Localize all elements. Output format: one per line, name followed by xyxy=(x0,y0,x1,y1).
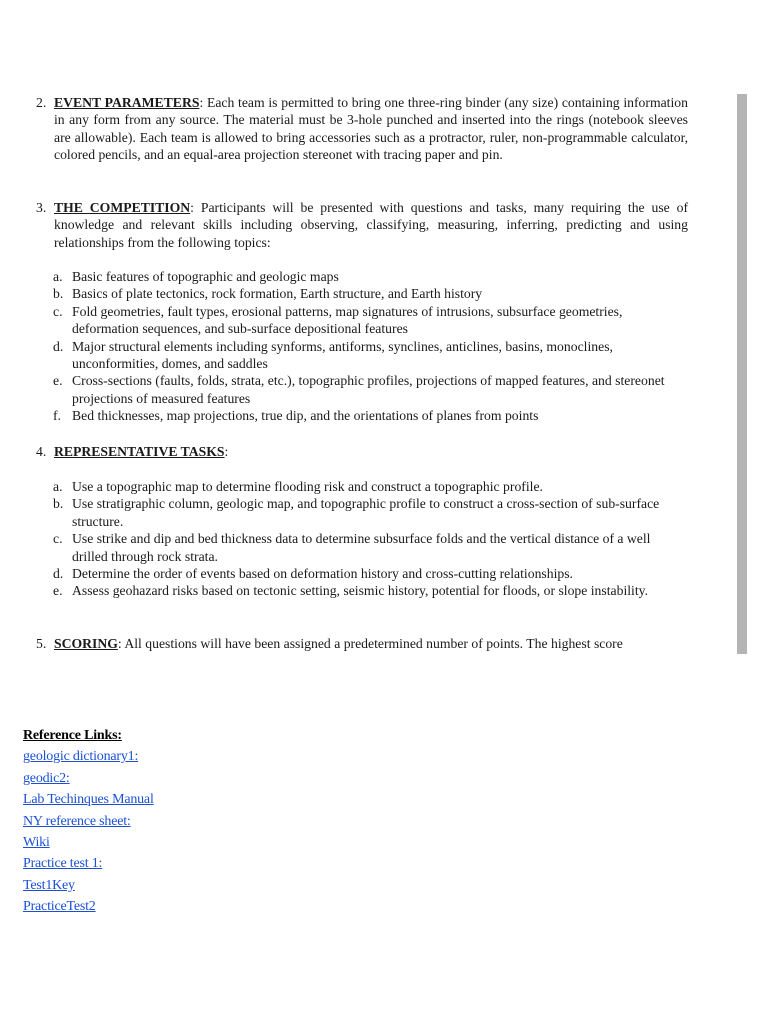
link-geodic2[interactable]: geodic2: xyxy=(23,770,70,786)
reference-links-title: Reference Links: xyxy=(23,728,122,743)
list-item xyxy=(53,372,673,407)
list-item xyxy=(53,582,673,599)
section-heading: EVENT PARAMETERS xyxy=(54,95,200,110)
section-text: : Participants will be presented with questions and tasks, many requiring the use of knowledge and relevant skills including observing, classifying, measuring, inferring, predicting and using relationships from the following topics: xyxy=(54,200,689,250)
section-number: 3. xyxy=(36,200,47,215)
link-practice-test-1[interactable]: Practice test 1: xyxy=(23,856,103,872)
section-text: : All questions will have been assigned a predetermined number of points. The highest score xyxy=(117,636,623,651)
link-practice-test2[interactable]: PracticeTest2 xyxy=(23,899,96,915)
list-marker: b. xyxy=(53,286,64,302)
list-marker: a. xyxy=(53,269,63,284)
list-item-text: Fold geometries, fault types, erosional patterns, map signatures of intrusions, subsurface geometries, deformation sequences, and sub-surface depositional features xyxy=(72,303,623,337)
list-item-text: Basic features of topographic and geologic maps xyxy=(72,269,339,284)
list-item-text: Use strike and dip and bed thickness data to determine subsurface folds and the vertical distance of a well drilled through rock strata. xyxy=(72,531,651,564)
section-competition xyxy=(36,199,688,251)
list-item-text: Cross-sections (faults, folds, strata, etc.), topographic profiles, projections of mapped features, and stereonet projections of measured features xyxy=(72,373,665,406)
reference-links xyxy=(23,725,154,918)
list-item xyxy=(53,285,673,302)
list-item xyxy=(53,303,673,338)
list-item-text: Assess geohazard risks based on tectonic setting, seismic history, potential for floods, or slope instability. xyxy=(72,583,649,599)
section-heading: SCORING xyxy=(54,636,118,651)
section-text: : xyxy=(224,444,229,459)
list-marker: c. xyxy=(53,531,63,547)
list-item xyxy=(53,530,673,565)
list-item-text: Use a topographic map to determine flooding risk and construct a topographic profile. xyxy=(72,479,543,494)
list-item-text: Basics of plate tectonics, rock formation, Earth structure, and Earth history xyxy=(72,286,483,302)
list-item xyxy=(53,495,673,530)
link-test1-key[interactable]: Test1Key xyxy=(23,877,75,893)
section-heading: REPRESENTATIVE TASKS xyxy=(54,444,225,459)
list-marker: d. xyxy=(53,566,64,582)
tasks-list xyxy=(53,478,673,600)
list-item xyxy=(53,338,673,373)
list-marker: a. xyxy=(53,479,63,494)
list-marker: d. xyxy=(53,338,64,354)
section-text: : Each team is permitted to bring one three-ring binder (any size) containing information in any form from any source. The material must be 3-hole punched and inserted into the rings (notebook sleeves are allowable). Each team is allowed to bring accessories such as a protractor, ruler, non-programmable calculator, colored pencils, and an equal-area projection stereonet with tracing paper and pin. xyxy=(54,95,688,163)
list-marker: f. xyxy=(53,408,61,424)
section-representative-tasks xyxy=(36,443,688,460)
list-item-text: Bed thicknesses, map projections, true dip, and the orientations of planes from points xyxy=(72,408,539,424)
section-number: 4. xyxy=(36,444,47,459)
list-marker: e. xyxy=(53,373,63,389)
section-number: 5. xyxy=(36,636,47,651)
section-heading: COMPETITION xyxy=(89,200,191,215)
section-event-parameters xyxy=(36,94,688,164)
list-item xyxy=(53,407,673,424)
list-item-text: Determine the order of events based on deformation history and cross-cutting relationships. xyxy=(72,566,573,582)
list-item-text: Major structural elements including synforms, antiforms, synclines, anticlines, basins, monoclines, unconformities, domes, and saddles xyxy=(72,338,613,372)
image-scroll-edge xyxy=(737,94,747,654)
list-marker: c. xyxy=(53,303,63,319)
list-item xyxy=(53,268,673,285)
link-ny-reference-sheet[interactable]: NY reference sheet: xyxy=(23,813,131,829)
topics-list xyxy=(53,268,673,425)
section-heading-prefix: THE xyxy=(54,200,90,215)
link-geologic-dictionary1[interactable]: geologic dictionary1: xyxy=(23,749,139,765)
list-item-text: Use stratigraphic column, geologic map, and topographic profile to construct a cross-section of sub-surface structure. xyxy=(72,496,660,529)
section-scoring xyxy=(36,635,688,652)
list-item xyxy=(53,478,673,495)
list-item xyxy=(53,565,673,582)
link-wiki[interactable]: Wiki xyxy=(23,835,50,851)
list-marker: b. xyxy=(53,496,64,512)
link-lab-techniques-manual[interactable]: Lab Techinques Manual xyxy=(23,792,154,808)
section-number: 2. xyxy=(36,95,47,110)
document-excerpt xyxy=(0,82,748,654)
list-marker: e. xyxy=(53,583,63,599)
